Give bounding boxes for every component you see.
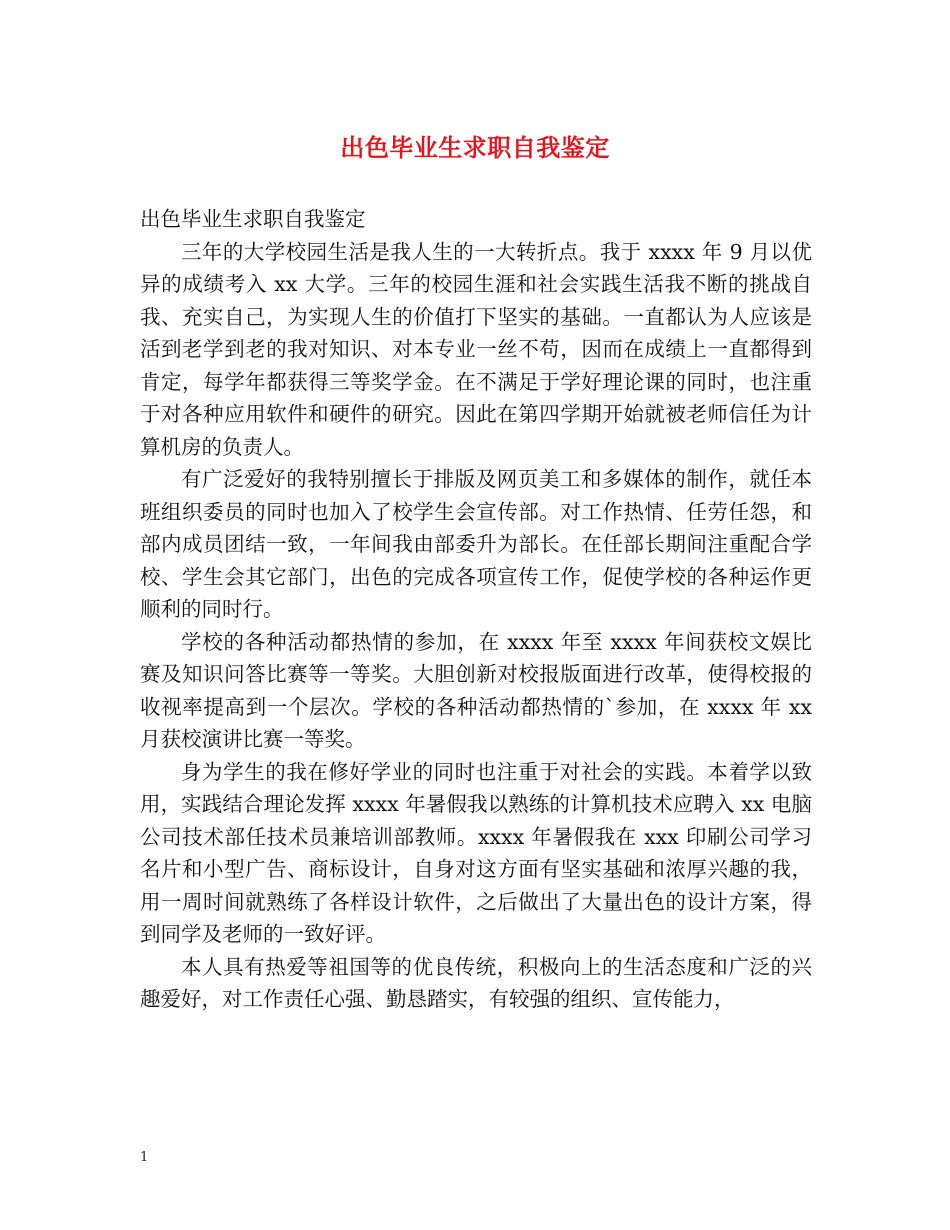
paragraph-4: 身为学生的我在修好学业的同时也注重于对社会的实践。本着学以致用，实践结合理论发挥 xxxx 年暑假我以熟练的计算机技术应聘入 xx 电脑公司技术部任技术员兼培训部教师。xxxx 年暑假我在 xxx 印刷公司学习名片和小型广告、商标设计，自身对这方面有坚实基础和浓厚兴趣的我，用一周时间就熟练了各样设计软件，之后做出了大量出色的设计方案，得到同学及老师的一致好评。 xyxy=(140,759,812,946)
paragraph-5: 本人具有热爱等祖国等的优良传统，积极向上的生活态度和广泛的兴趣爱好，对工作责任心强、勤恳踏实，有较强的组织、宣传能力， xyxy=(140,954,812,1011)
paragraph-2: 有广泛爱好的我特别擅长于排版及网页美工和多媒体的制作，就任本班组织委员的同时也加入了校学生会宣传部。对工作热情、任劳任怨，和部内成员团结一致，一年间我由部委升为部长。在任部长期间注重配合学校、学生会其它部门，出色的完成各项宣传工作，促使学校的各种运作更顺利的同时行。 xyxy=(140,467,812,621)
document-title: 出色毕业生求职自我鉴定 xyxy=(340,133,610,162)
paragraph-3: 学校的各种活动都热情的参加，在 xxxx 年至 xxxx 年间获校文娱比赛及知识问答比赛等一等奖。大胆创新对校报版面进行改革，使得校报的收视率提高到一个层次。学校的各种活动都热情的`参加，在 xxxx 年 xx 月获校演讲比赛一等奖。 xyxy=(140,629,812,751)
page-number: 1 xyxy=(140,1150,149,1165)
document-subtitle: 出色毕业生求职自我鉴定 xyxy=(140,207,366,231)
document-body xyxy=(140,203,812,1016)
paragraph-1: 三年的大学校园生活是我人生的一大转折点。我于 xxxx 年 9 月以优异的成绩考入 xx 大学。三年的校园生涯和社会实践生活我不断的挑战自我、充实自己，为实现人生的价值打下坚实的基础。一直都认为人应该是活到老学到老的我对知识、对本专业一丝不苟，因而在成绩上一直都得到肯定，每学年都获得三等奖学金。在不满足于学好理论课的同时，也注重于对各种应用软件和硬件的研究。因此在第四学期开始就被老师信任为计算机房的负责人。 xyxy=(140,239,812,459)
